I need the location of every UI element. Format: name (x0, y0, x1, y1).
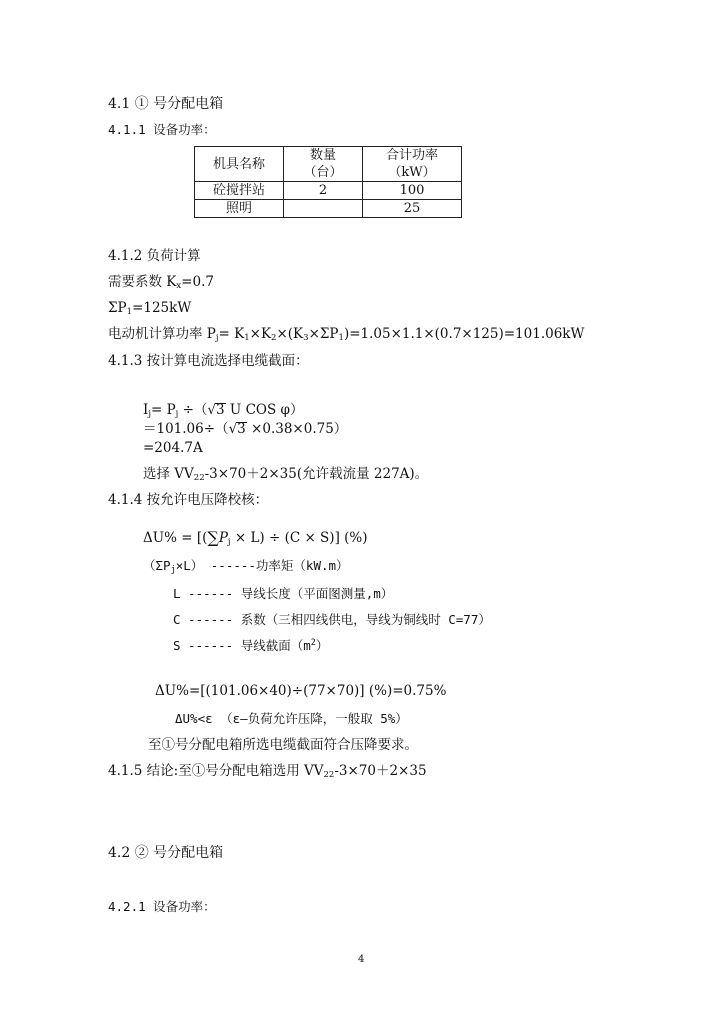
voltage-drop-check: ΔU%<ε （ε—负荷允许压降，一般取 5%） (175, 711, 408, 726)
table-cell (284, 200, 363, 218)
table-header-cell: 机具名称 (195, 147, 284, 182)
current-formula: $I_j= P_j \div(√3$ U COS φ） (143, 402, 304, 419)
voltage-drop-calc: ΔU%=[(101.06×40)÷(77×70)] (%)=0.75% (155, 683, 447, 699)
table-cell: 25 (363, 200, 462, 218)
section-4-1-title: 4.1 ① 号分配电箱 (108, 96, 224, 112)
equipment-power-table (194, 146, 462, 218)
subsection-4-1-5: 4.1.5 结论:至①号分配电箱选用 $VV_{22}-3\times 70+2\times 35$ (108, 763, 427, 780)
table-header-row (195, 147, 462, 182)
def-section: S ------ 导线截面$(m^2)$ (173, 638, 329, 653)
total-power: $\Sigma P_1=125kW$ (108, 300, 192, 317)
subsection-4-1-2: 4.1.2 负荷计算 (108, 248, 201, 264)
conclusion-ok: 至①号分配电箱所选电缆截面符合压降要求。 (148, 737, 418, 753)
table-header-cell: 数量 （台） (284, 147, 363, 182)
table-cell: 砼搅拌站 (195, 182, 284, 200)
subsection-4-2-1: 4.2.1 设备功率： (108, 899, 216, 914)
motor-calc-power: 电动机计算功率 $P_j= K_1\times K_2\times(K_3\times\Sigma P_1)=1.05\times 1.1\times(0.7\times 125)=101.06kW$ (108, 326, 585, 343)
cable-selection: 选择 $VV_{22}-3\times 70+2\times 35$(允许载流量 227A)。 (143, 466, 429, 483)
power-moment-def: $(\Sigma P_j\times L)$ ------功率矩（kW.m） (143, 558, 349, 575)
subsection-4-1-3: 4.1.3 按计算电流选择电缆截面： (108, 353, 309, 369)
current-result: =204.7A (143, 440, 203, 456)
def-coefficient: C ------ 系数（三相四线供电，导线为铜线时 C=77） (173, 612, 491, 627)
def-length: L ------ 导线长度（平面图测量,m） (173, 586, 394, 601)
current-substitution: ＝101.06÷（√3 ×0.38×0.75） (143, 421, 348, 437)
table-row (195, 182, 462, 200)
section-4-2-title: 4.2 ② 号分配电箱 (108, 845, 224, 861)
demand-coefficient: 需要系数 $K_x=0.7$ (108, 274, 214, 291)
table-cell: 照明 (195, 200, 284, 218)
table-header-cell: 合计功率 （kW） (363, 147, 462, 182)
table-cell: 100 (363, 182, 462, 200)
voltage-drop-formula: $\Delta U\% = [(\sum P_j \times L) \div (C \times S)]$ (%) (143, 528, 368, 547)
table-row (195, 200, 462, 218)
subsection-4-1-1: 4.1.1 设备功率： (108, 122, 216, 137)
page-number: 4 (358, 954, 365, 965)
subsection-4-1-4: 4.1.4 按允许电压降校核： (108, 492, 269, 508)
table-cell: 2 (284, 182, 363, 200)
